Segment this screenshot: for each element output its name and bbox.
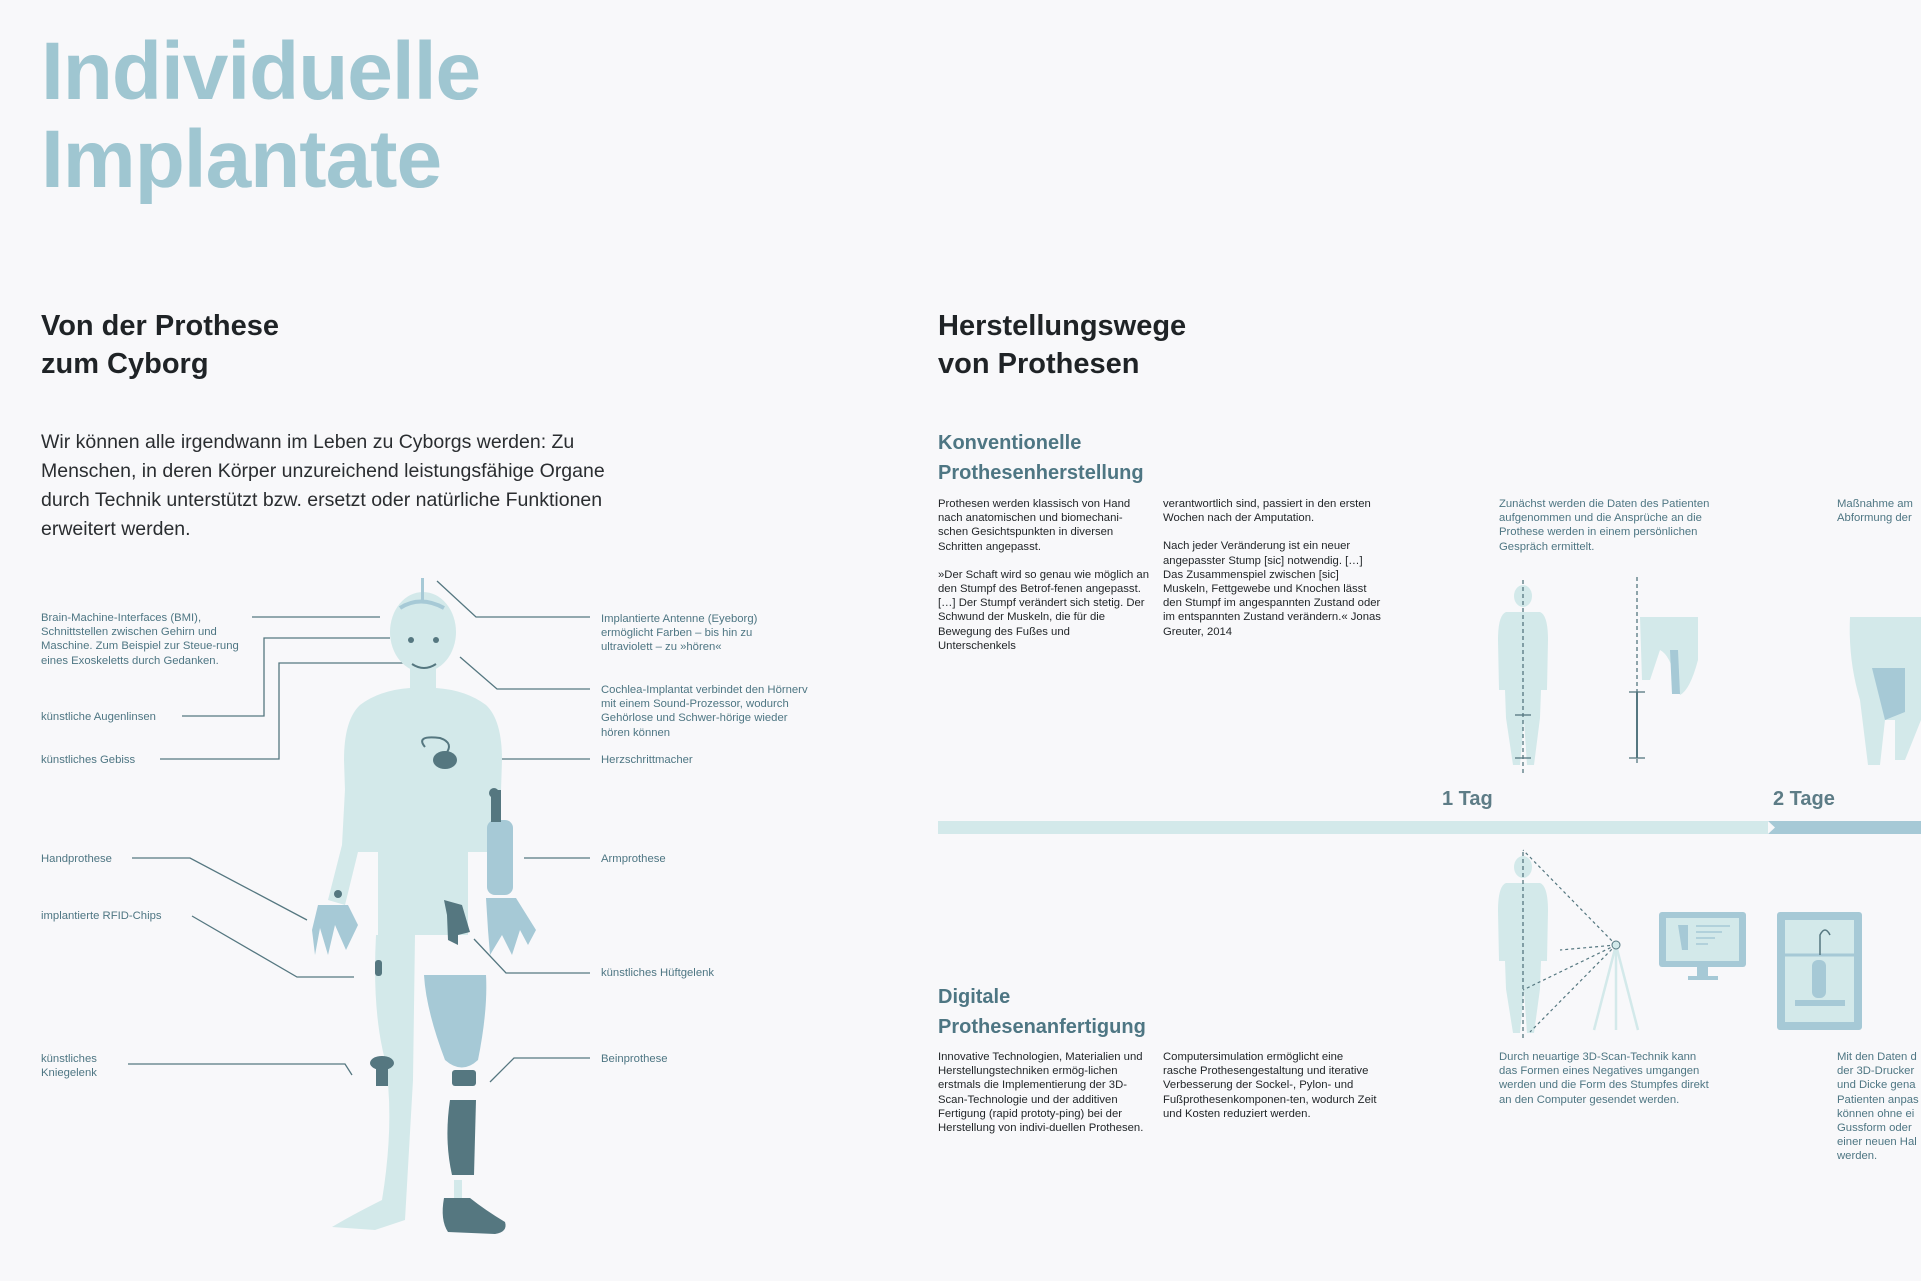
- label-rfid: implantierte RFID-Chips: [41, 910, 162, 922]
- label-handprothese: Handprothese: [41, 853, 112, 865]
- digital-step2: Mit den Daten d der 3D-Drucker und Dicke gena Patienten anpas können ohne ei Gussform oder einer neuen Hal werden.: [1837, 1051, 1919, 1163]
- label-bmi: Brain-Machine-Interfaces (BMI), Schnittstellen zwischen Gehirn und Maschine. Zum Beispiel zur Steue-rung eines Exoskeletts durch Gedanken.: [41, 612, 239, 667]
- conventional-col1: Prothesen werden klassisch von Hand nach anatomischen und biomechani-schen Gesichtspunkten in diversen Schritten angepasst. »Der Schaft wird so genau wie möglich an den Stumpf des Betrof-fenen angepasst. […] Der Stumpf verändert sich stetig. Der Schwund der Muskeln, die für die Bewegung des Fußes und Unterschenkels: [938, 498, 1149, 652]
- timeline-bar: [938, 821, 1768, 834]
- digital-step1: Durch neuartige 3D-Scan-Technik kann das Formen eines Negatives umgangen werden und die Form des Stumpfes direkt an den Computer gesendet werden.: [1499, 1051, 1709, 1106]
- label-kniegelenk: künstliches Kniegelenk: [41, 1053, 97, 1080]
- conventional-step2: Maßnahme am Abformung der: [1837, 498, 1913, 525]
- label-antenne: Implantierte Antenne (Eyeborg) ermöglicht Farben – bis hin zu ultraviolett – zu »hören«: [601, 613, 758, 654]
- label-huefte: künstliches Hüftgelenk: [601, 967, 715, 979]
- leg-stump-icon: [1629, 577, 1698, 765]
- scanner-head: [1612, 941, 1620, 949]
- intro-paragraph: Wir können alle irgendwann im Leben zu Cyborgs werden: Zu Menschen, in deren Körper unzureichend leistungsfähige Organe durch Technik unterstützt bzw. ersetzt oder natürliche Funktionen erweitert werden.: [41, 431, 605, 540]
- conventional-step1: Zunächst werden die Daten des Patienten aufgenommen und die Ansprüche an die Prothese werden in einem persönlichen Gespräch ermittelt.: [1499, 498, 1710, 553]
- digital-col1: Innovative Technologien, Materialien und Herstellungstechniken ermög-lichen erstmals die Implementierung der 3D-Scan-Technologie und der additiven Fertigung (rapid prototy-ping) bei der Herstellung von indivi-duellen Prothesen.: [938, 1051, 1144, 1135]
- label-gebiss: künstliches Gebiss: [41, 754, 136, 766]
- timeline-bar-active: [1768, 821, 1921, 834]
- label-augenlinsen: künstliche Augenlinsen: [41, 711, 156, 723]
- label-beinprothese: Beinprothese: [601, 1053, 668, 1065]
- tripod-scanner-icon: [1594, 945, 1638, 1030]
- digital-col2: Computersimulation ermöglicht eine rasche Prothesengestaltung und iterative Verbesserung der Sockel-, Pylon- und Fußprothesenkomponen-ten, wodurch Zeit und Kosten reduziert werden.: [1163, 1051, 1377, 1120]
- conventional-col2: verantwortlich sind, passiert in den ersten Wochen nach der Amputation. Nach jeder Veränderung ist ein neuer angepasster Stump [sic] notwendig. […] Das Zusammenspiel zwischen [sic] Muskeln, Fettgewebe und Knochen lässt den Stumpf im angespannten Zustand oder im entspannten Zustand verändern.« Jonas Greuter, 2014: [1163, 498, 1381, 638]
- label-cochlea: Cochlea-Implantat verbindet den Hörnerv mit einem Sound-Prozessor, wodurch Gehörlose und Schwer-hörige wieder hören können: [601, 684, 808, 739]
- digital-title: Digitale Prothesenanfertigung: [938, 986, 1146, 1038]
- page-title: Individuelle Implantate: [41, 26, 481, 205]
- timeline-day2: 2 Tage: [1773, 788, 1835, 810]
- left-section-heading: Von der Prothese zum Cyborg: [41, 310, 279, 380]
- 3d-printer-icon: [1777, 912, 1862, 1030]
- right-section-heading: Herstellungswege von Prothesen: [938, 310, 1187, 380]
- label-herz: Herzschrittmacher: [601, 754, 693, 766]
- conventional-title: Konventionelle Prothesenherstellung: [938, 432, 1144, 484]
- label-armprothese: Armprothese: [601, 853, 666, 865]
- monitor-icon: [1659, 912, 1746, 980]
- timeline-day1: 1 Tag: [1442, 788, 1493, 810]
